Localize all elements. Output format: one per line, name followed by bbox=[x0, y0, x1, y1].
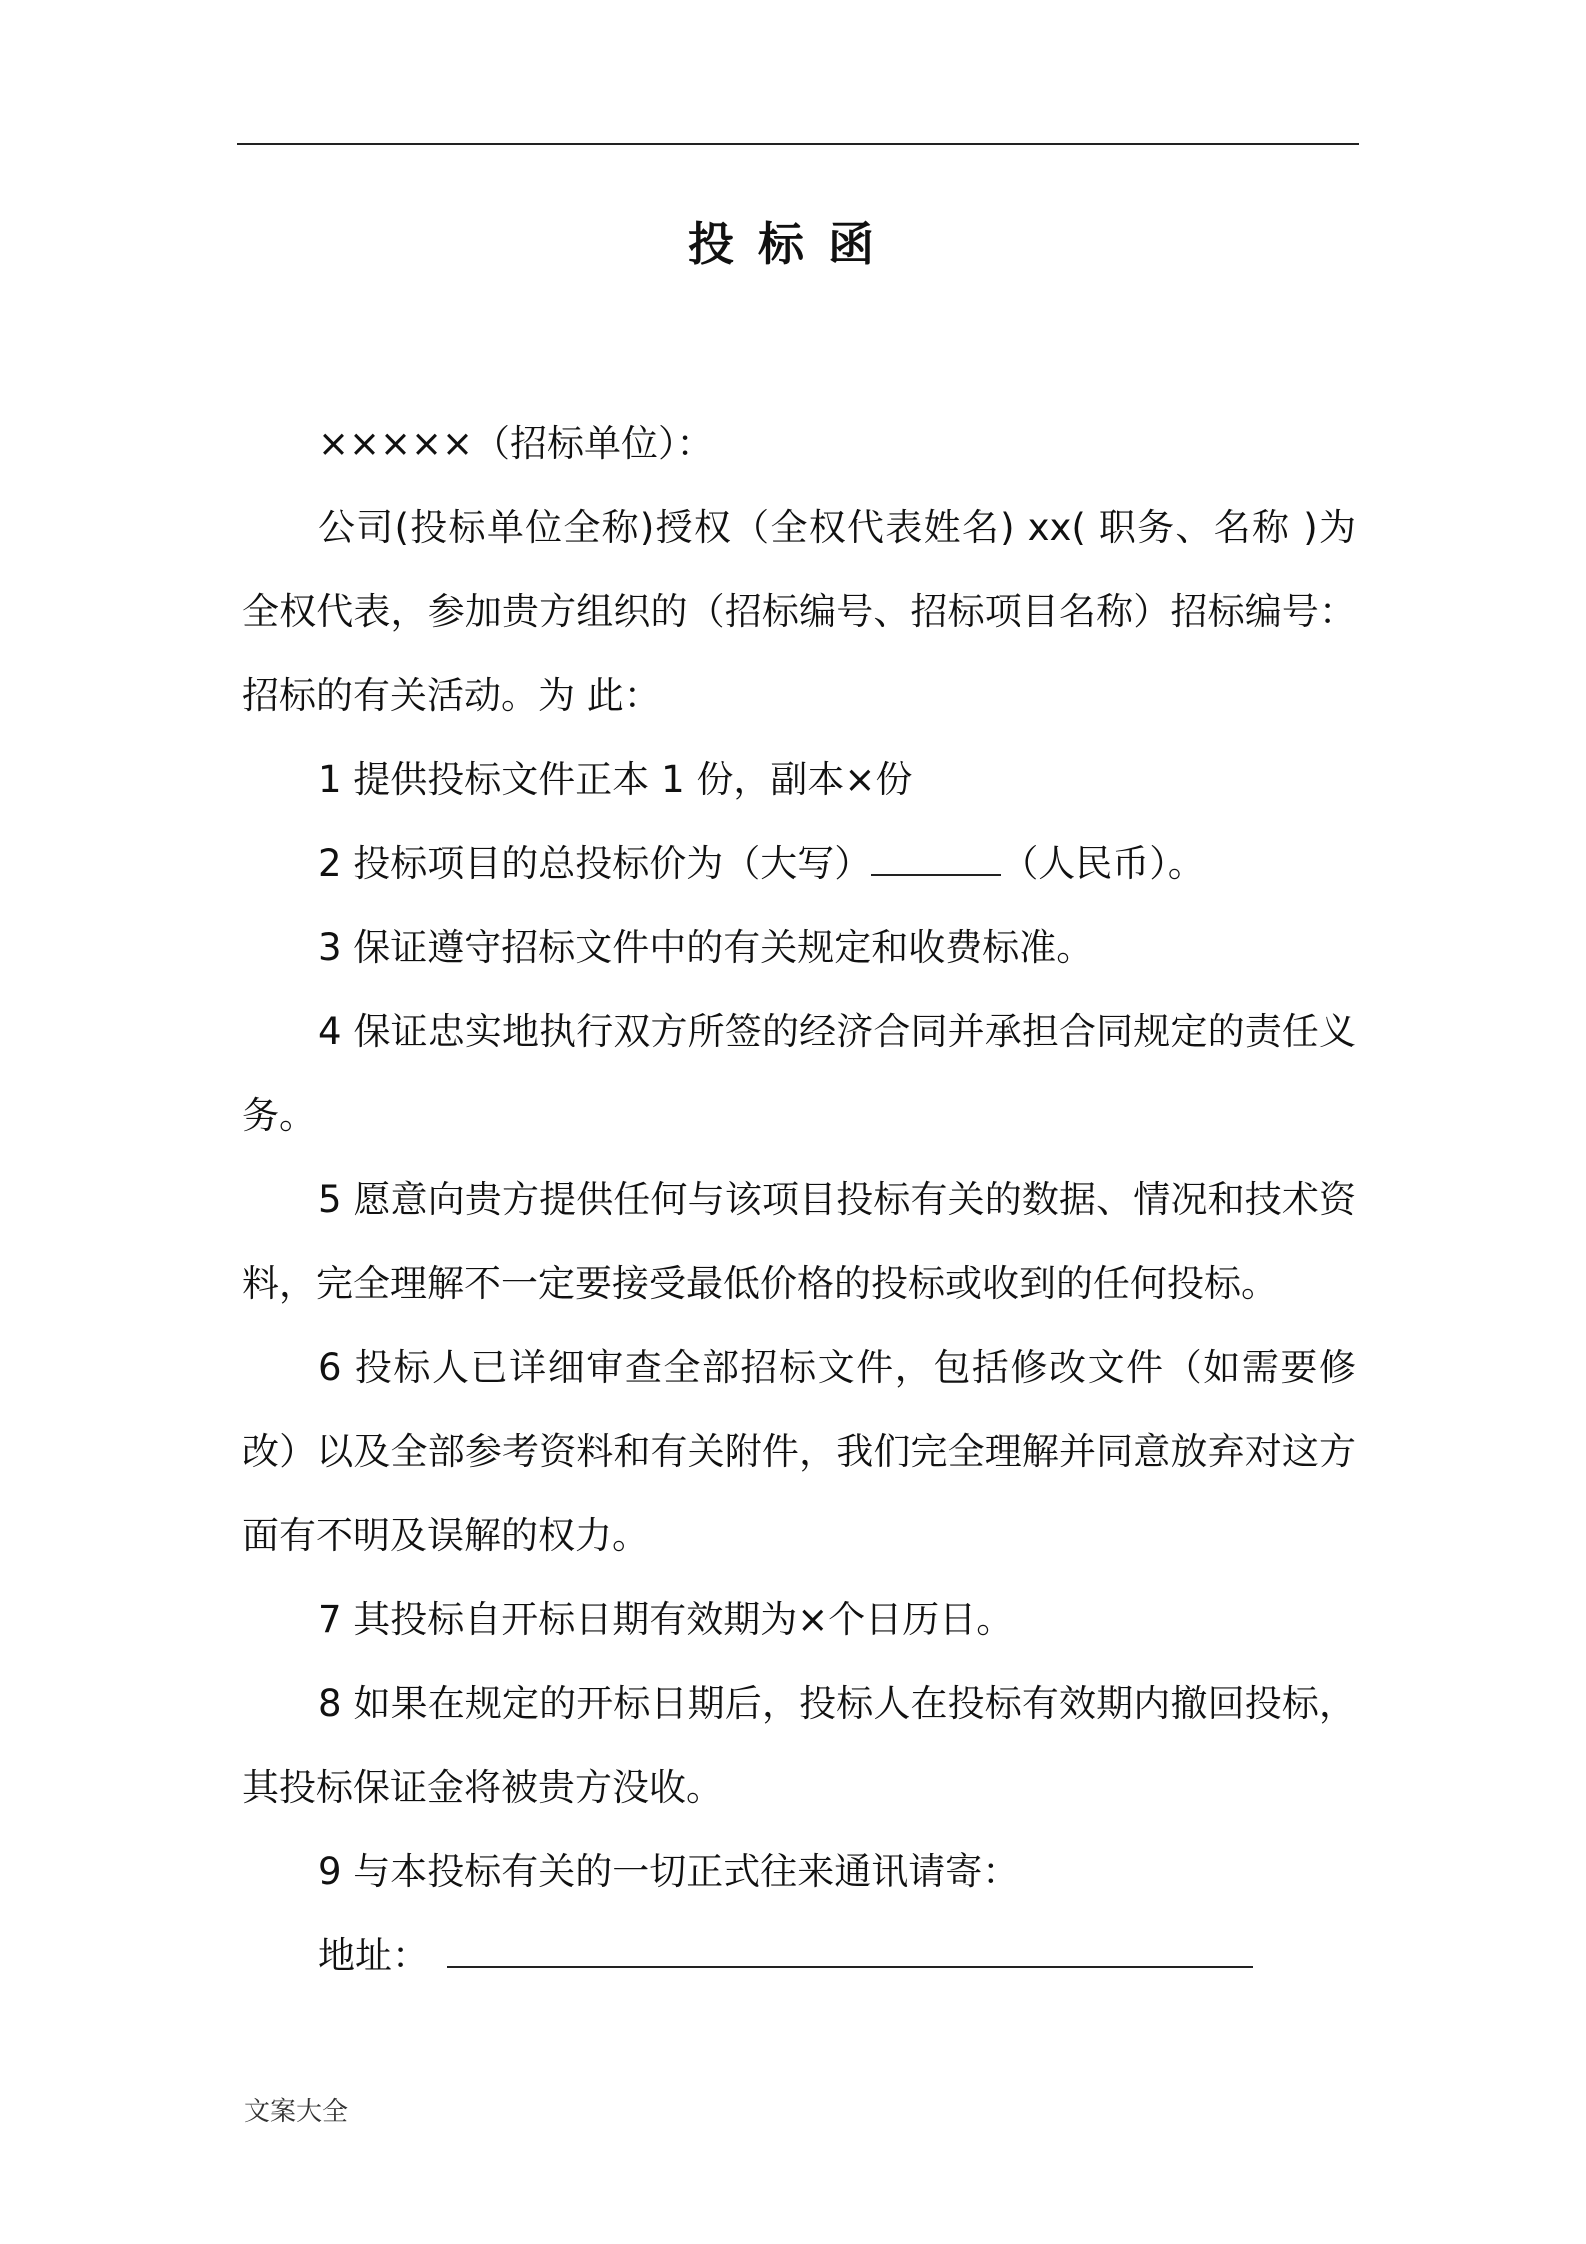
item-1: 1 提供投标文件正本 1 份，副本×份 bbox=[318, 758, 913, 801]
address-blank-line bbox=[447, 1926, 1253, 1968]
item-3: 3 保证遵守招标文件中的有关规定和收费标准。 bbox=[318, 926, 1094, 969]
letter-body bbox=[242, 402, 1356, 1998]
price-blank-line bbox=[871, 834, 1001, 876]
salutation: ×××××（招标单位）： bbox=[318, 422, 714, 465]
address-label: 地址： bbox=[318, 1934, 429, 1977]
item-2-text-after: （人民币）。 bbox=[1001, 842, 1205, 885]
document-title: 投标函 bbox=[688, 217, 898, 271]
item-4: 4 保证忠实地执行双方所签的经济合同并承担合同规定的责任义务。 bbox=[242, 1010, 1356, 1137]
item-5: 5 愿意向贵方提供任何与该项目投标有关的数据、情况和技术资料，完全理解不一定要接受最低价格的投标或收到的任何投标。 bbox=[242, 1178, 1356, 1305]
item-8: 8 如果在规定的开标日期后，投标人在投标有效期内撤回投标，其投标保证金将被贵方没收。 bbox=[242, 1682, 1356, 1809]
item-9: 9 与本投标有关的一切正式往来通讯请寄： bbox=[318, 1850, 1020, 1893]
address-line bbox=[242, 1914, 1356, 1998]
footer-note: 文案大全 bbox=[244, 2097, 349, 2127]
item-2-text-before: 2 投标项目的总投标价为（大写） bbox=[318, 842, 872, 885]
item-6: 6 投标人已详细审查全部招标文件，包括修改文件（如需要修改）以及全部参考资料和有关附件，我们完全理解并同意放弃对这方面有不明及误解的权力。 bbox=[242, 1346, 1356, 1557]
item-2 bbox=[242, 822, 1356, 906]
intro-paragraph: 公司(投标单位全称)授权（全权代表姓名) xx( 职务、名称 )为全权代表，参加贵方组织的（招标编号、招标项目名称）招标编号：招标的有关活动。为 此： bbox=[242, 506, 1356, 717]
header-rule bbox=[237, 143, 1359, 145]
item-7: 7 其投标自开标日期有效期为×个日历日。 bbox=[318, 1598, 1014, 1641]
